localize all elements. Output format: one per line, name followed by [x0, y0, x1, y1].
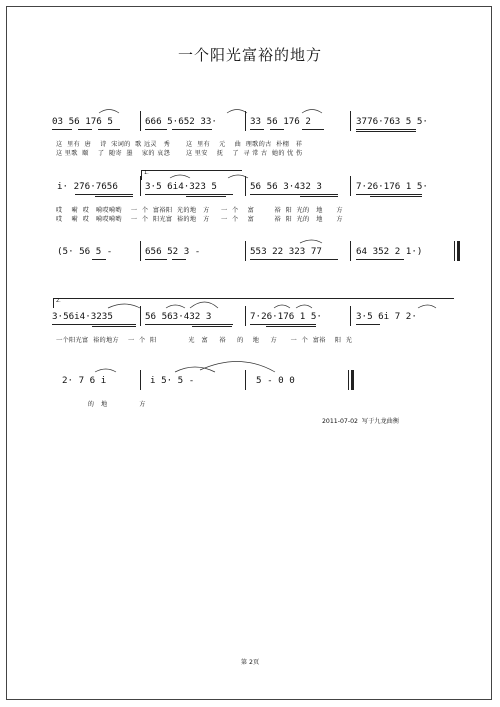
lyric-4: 一个阳光富 裕的地方 一 个 阳 光 富 裕 的 地 方 一 个 富裕 阳 光 [56, 337, 353, 344]
page-number: 第 2页 [240, 659, 260, 666]
slur [190, 302, 218, 308]
lyric-1-verse-1: 这 里有 唐 诗 宋词的 歌 远灵 秀 这 里有 元 曲 理歌的古 朴栩 祥 [56, 141, 303, 148]
measure-1-2: 666 5·652 33· [145, 116, 217, 127]
lyric-2-verse-2: 哎 嗬 哎 嗬哎嗬哟 一 个 阳光富 裕的地 方 一 个 富 裕 阳 光的 地 方 [56, 216, 343, 223]
measure-1-4: 3776·763 5 5· [356, 116, 428, 127]
measure-1-3: 33 56 17̇6 2 [250, 116, 311, 127]
slur [302, 110, 322, 114]
slur [99, 110, 119, 114]
footer-date: 2011-07-02 写于九龙曲衡 [322, 418, 400, 425]
slur [166, 305, 185, 308]
measure-3-4: 64 352 2 1·) [356, 246, 423, 257]
slur [170, 175, 190, 178]
measure-5-3: 5 - 0 0 [256, 375, 295, 386]
lyric-2-verse-1: 哎 嗬 哎 嗬哎嗬哟 一 个 富裕阳 光的地 方 一 个 富 裕 阳 光的 地 方 [56, 207, 343, 214]
measure-2-1: i· 2̇76·7656 [57, 181, 118, 192]
slur [296, 305, 312, 308]
measure-4-4: 3·5 6i 7 2· [356, 311, 417, 322]
measure-5-1: 2· 7 6 i [62, 375, 107, 386]
volta-1: 1. [141, 170, 242, 180]
slur [227, 110, 247, 114]
slur [418, 305, 436, 308]
slur [228, 175, 248, 178]
measure-3-3: 553 22 323 77 [250, 246, 322, 257]
measure-2-2: 3·5 6i4·323 5 [145, 181, 217, 192]
page-title: 一个阳光富裕的地方 [177, 46, 322, 64]
slur [108, 304, 140, 308]
lyric-5: 的 地 方 [56, 401, 146, 408]
slur [274, 305, 290, 308]
slur [95, 369, 116, 372]
measure-2-3: 56 56 3·432 3 [250, 181, 322, 192]
slur [300, 240, 322, 243]
measure-3-1: (5· 56 5 - [57, 246, 113, 257]
measure-4-3: 7·26·176 1 5· [250, 311, 322, 322]
measure-4-1: 3·56i4·3235 [52, 311, 113, 322]
slur [175, 367, 215, 372]
volta-2: 2. [53, 298, 454, 308]
measure-1-1: 03 56 17̇6 5 [52, 116, 113, 127]
measure-5-2: i 5· 5 - [150, 375, 195, 386]
measure-4-2: 56 563·432 3 [145, 311, 212, 322]
measure-2-4: 7·26·176 1 5· [356, 181, 428, 192]
lyric-1-verse-2: 这 里歌 颐 了 随寄 墨 家的 哀怨 这 里安 抚 了 寻 常 古 她的 忧 伤 [56, 150, 303, 157]
measure-3-2: 656 52 3 - [145, 246, 201, 257]
